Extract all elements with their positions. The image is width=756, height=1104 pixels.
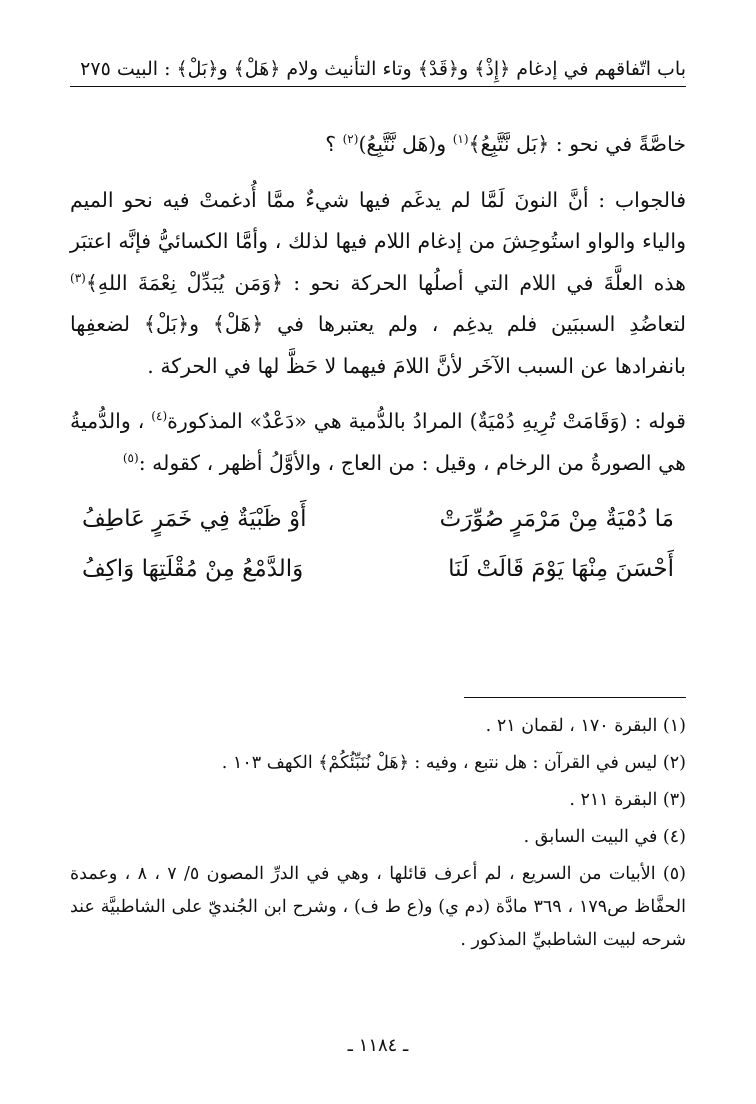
paragraph-text: قوله : (وَقَامَتْ تُرِيهِ دُمْيَةٌ) المرادُ بالدُّمية هي «دَعْدٌ» المذكورة: [167, 409, 686, 433]
header-title: باب اتّفاقهم في إدغام ﴿إِذْ﴾ و﴿قَدْ﴾ وتاء التأنيث ولام ﴿هَلْ﴾ و﴿بَلْ﴾ : البيت ٢٧٥: [80, 58, 686, 80]
footnote-ref-2[interactable]: (٢): [342, 132, 359, 147]
verse-line: [70, 544, 686, 594]
footnote-ref-3[interactable]: (٣): [70, 270, 86, 285]
footnote-5: (٥) الأبيات من السريع ، لم أعرف قائلها ، وهي في الدرِّ المصون ٥/ ٧ ، ٨ ، وعمدة الحفَّاظ ص١٧٩ ، ٣٦٩ مادَّة (دم ي) و(ع ط ف) ، وشرح ابن الجُنديّ على الشاطبيَّة عند شرحه لبيت الشاطبيِّ المذكور .: [70, 864, 686, 950]
hemistich-second: أَوْ ظَبْيَةٌ فِي خَمَرٍ عَاطِفُ: [82, 506, 307, 532]
footnote-3: (٣) البقرة ٢١١ .: [569, 790, 686, 810]
footnotes: [70, 710, 686, 961]
hemistich-first: مَا دُمْيَةٌ مِنْ مَرْمَرٍ صُوِّرَتْ: [439, 506, 674, 532]
paragraph-2: [70, 180, 686, 388]
footnote-ref-4[interactable]: (٤): [151, 409, 168, 424]
paragraph-3: [70, 401, 686, 484]
page-number: ـ ١١٨٤ ـ: [347, 1035, 409, 1056]
paragraph-text: لتعاضُدِ السببَين فلم يدغِم ، ولم يعتبرها في ﴿هَلْ﴾ و﴿بَلْ﴾ لضعفِها بانفرادها عن السبب الآخَر لأنَّ اللامَ فيهما لا حَظَّ لها في الحركة .: [70, 312, 686, 378]
footnote-separator: [464, 697, 686, 698]
paragraph-text: ، والدُّميةُ هي الصورةُ من الرخام ، وقيل : من العاج ، والأوَّلُ أظهر ، كقوله :: [70, 409, 686, 475]
paragraph-text: خاصَّةً في نحو : ﴿بَل نَّتَّبِعُ﴾: [468, 132, 686, 156]
footnote-4: (٤) في البيت السابق .: [523, 827, 686, 847]
running-header: [70, 52, 686, 87]
paragraph-text: ؟: [325, 132, 343, 156]
main-text: [70, 124, 686, 594]
paragraph-text: و(هَل نَّتَّبِعُ): [358, 132, 453, 156]
verse-line: [70, 494, 686, 544]
book-page: [70, 0, 686, 1104]
footnote-2: (٢) ليس في القرآن : هل نتبع ، وفيه : ﴿هَلْ نُنَبِّئُكُمْ﴾ الكهف ١٠٣ .: [221, 753, 686, 773]
footnote-ref-1[interactable]: (١): [452, 132, 469, 147]
footnote-1: (١) البقرة ١٧٠ ، لقمان ٢١ .: [485, 716, 686, 736]
hemistich-second: وَالدَّمْعُ مِنْ مُقْلَتِهَا وَاكِفُ: [82, 556, 304, 582]
poem: [70, 494, 686, 594]
footnote-ref-5[interactable]: (٥): [122, 450, 139, 465]
hemistich-first: أَحْسَنَ مِنْهَا يَوْمَ قَالَتْ لَنَا: [448, 556, 674, 582]
paragraph-1: [70, 124, 686, 166]
paragraph-text: فالجواب : أنَّ النونَ لَمَّا لم يدغَم فيها شيءٌ ممَّا أُدغمتْ فيه نحو الميم والياء والواو استُوحِشَ من إدغام اللام فيها لذلك ، وأمَّا الكسائيُّ فإنَّه اعتبَر هذه العلَّةَ في اللام التي أصلُها الحركة نحو : ﴿وَمَن يُبَدِّلْ نِعْمَةَ اللهِ﴾: [70, 187, 686, 295]
